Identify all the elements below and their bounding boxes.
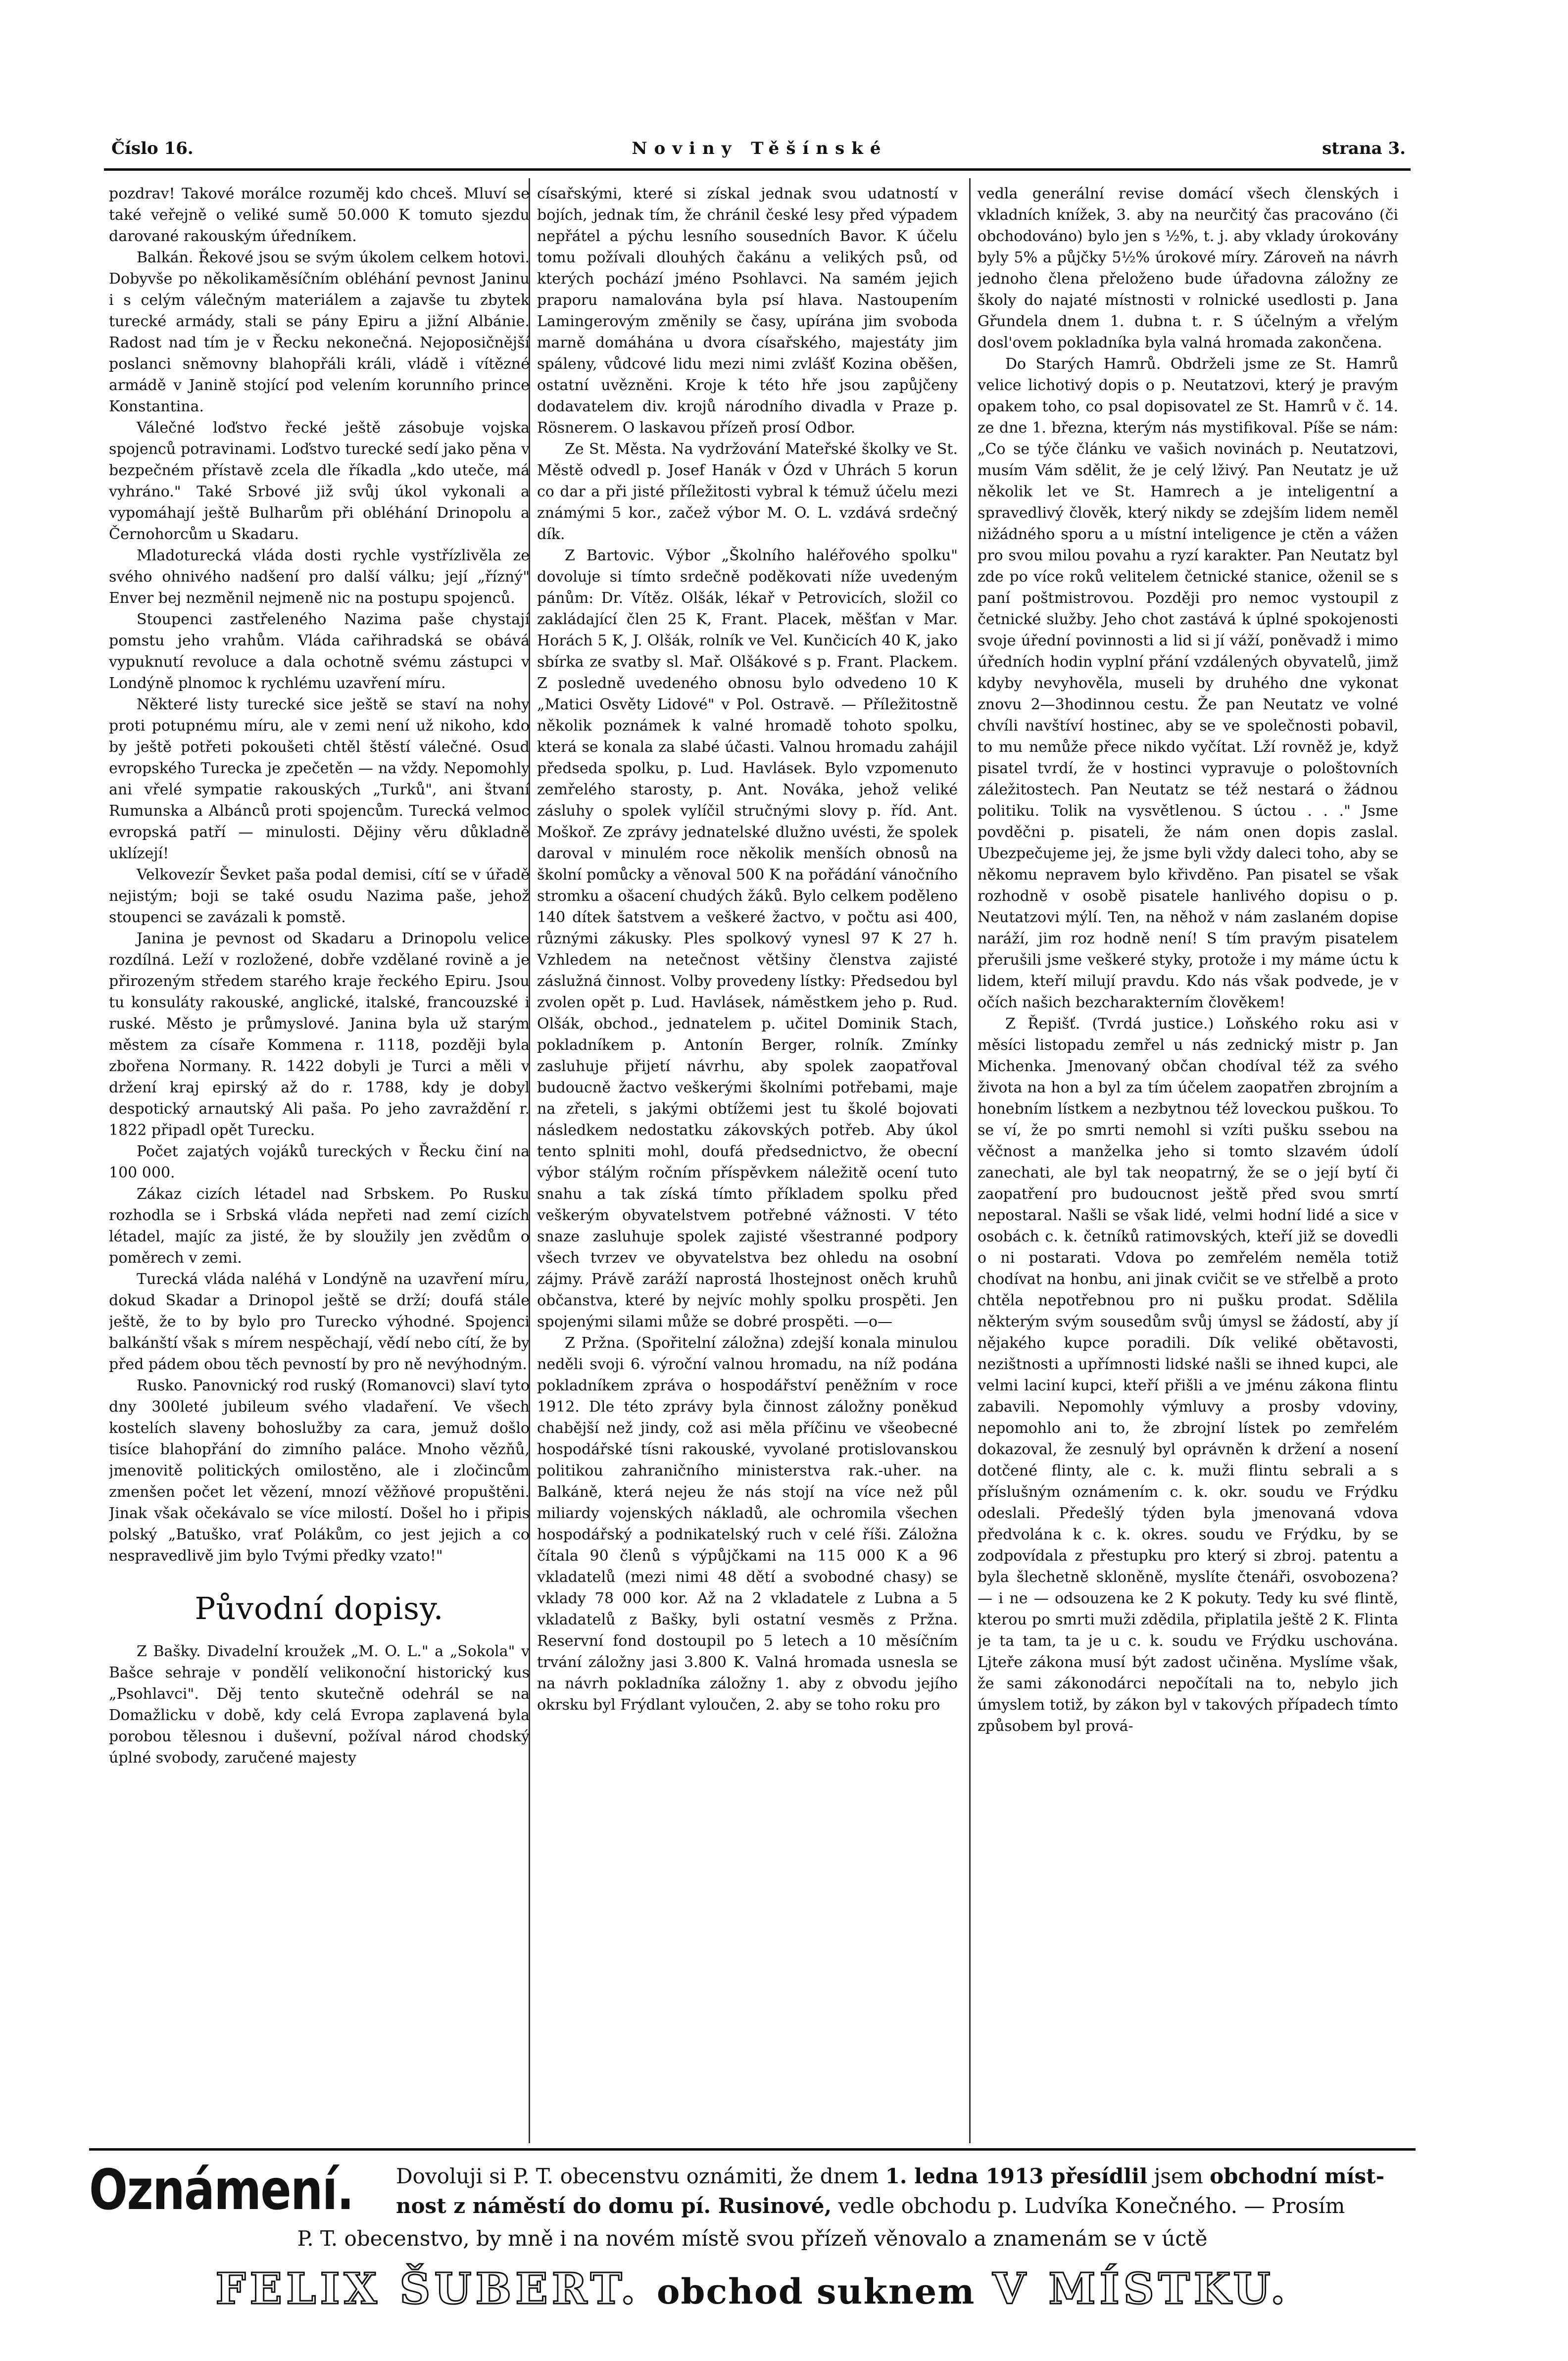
- paragraph: Počet zajatých vojáků tureckých v Řecku činí na 100 000.: [109, 1143, 530, 1181]
- paragraph: Stoupenci zastřeleného Nazima paše chystají pomstu jeho vrahům. Vláda cařihradská se obává vypuknutí revoluce a dala ochotně svému zástupci v Londýně plnomoc k rychlému uzavření míru.: [109, 611, 530, 692]
- ad-signature-shop: obchod suknem: [656, 2271, 976, 2312]
- page-header: [111, 134, 1406, 163]
- ad-signature: [89, 2260, 1416, 2321]
- column-3: [978, 183, 1398, 2143]
- ad-text-1b: nost z náměstí do domu pí. Rusinové, vedle obchodu p. Ludvíka Konečného. — Prosím: [396, 2194, 1345, 2218]
- column-2: [537, 183, 958, 2143]
- newspaper-title: Noviny Těšínské: [632, 139, 888, 158]
- section-title: Původní dopisy.: [195, 1590, 444, 1626]
- column-divider: [969, 178, 971, 2143]
- paragraph: císařskými, které si získal jednak svou udatností v bojích, jednak tím, že chránil české lesy před výpadem nepřátel a pýchu lesního sousedních Bavor. K účelu tomu požívali dlouhých čakánu a velikých psů, od kterých pochází jméno Psohlavci. Na samém jejich praporu namalována byla psí hlava. Nastoupením Lamingerovým změnily se časy, upírána jim svoboda marně domáhána u dvora císařského, majestáty jim spáleny, vůdcové lidu mezi nimi zvlášť Kozina oběšen, ostatní uvězněni. Kroje k této hře jsou zapůjčeny dodavatelem div. krojů národního divadla v Praze p. Rösnerem. O laskavou přízeň prosí Odbor.: [537, 185, 958, 437]
- paragraph: Mladoturecká vláda dosti rychle vystřízlivěla ze svého ohnivého nadšení pro další válku; její „řízný" Enver bej nezměnil nejmeně nic na postupu spojenců.: [109, 547, 530, 607]
- paragraph-ze-st-mesta: Ze St. Města. Na vydržování Mateřské školky ve St. Městě odvedl p. Josef Hanák v Ózd v Uhrách 5 korun co dar a při jisté příležitosti vybral k témuž účelu mezi známými 5 kor., začež výbor M. O. L. vzdává srdečný dík.: [537, 441, 958, 543]
- issue-number: Číslo 16.: [111, 139, 194, 158]
- paragraph: pozdrav! Takové morálce rozuměj kdo chceš. Mluví se také veřejně o veliké sumě 50.000 K tomuto sjezdu darované rakouským úředníkem.: [109, 185, 530, 245]
- ad-signature-town: V MÍSTKU.: [992, 2264, 1289, 2314]
- paragraph-z-basky: Z Bašky. Divadelní kroužek „M. O. L." a „Sokola" v Bašce sehraje v pondělí velikonoční historický kus „Psohlavci". Děj tento skutečně odehrál se na Domažlicku v době, kdy celá Evropa zaplavená byla porobou tělesnou i duševní, požíval národ chodský úplné svobody, zaručené majesty: [109, 1643, 530, 1767]
- ad-line-1: [89, 2156, 1416, 2225]
- column-1: [109, 183, 530, 2143]
- paragraph: Některé listy turecké sice ještě se staví na nohy proti potupnému míru, ale v zemi není už nikoho, kdo by ještě potřeti pokoušeti chtěl štěstí válečné. Osud evropského Turecka je zpečetěn — na vždy. Nepomohly ani vřelé sympatie rakouských „Turků", ani štvaní Rumunska a Albánců proti spojencům. Turecká velmoc evropská patří — minulosti. Dějiny věru důkladně uklízejí!: [109, 696, 530, 862]
- advertisement: [89, 2148, 1416, 2339]
- paragraph-z-przna: Z Pržna. (Spořitelní záložna) zdejší konala minulou neděli svoji 6. výroční valnou hromadu, na níž podána pokladníkem zpráva o hospodářství peněžním v roce 1912. Dle této zprávy byla činnost záložny poněkud chabější než jindy, což asi měla příčinu ve všeobecné hospodářské tísni rakouské, vyvolané protislovanskou politikou zahraničního ministerstva rak.-uher. na Balkáně, která nejeu že nás stojí na více než půl miliardy vojenských nákladů, ale ochromila všechen hospodářský a podnikatelský ruch v celé říši. Záložna čítala 90 členů s výpůjčkami na 115 000 K a 96 vkladatelů (mezi nimi 48 dětí a svobodné chasy) se vklady 78 000 kor. Až na 2 vkladatele z Lubna a 5 vkladatelů z Bašky, byli ostatní vesměs z Pržna. Reservní fond dostoupil po 5 letech a 10 měsíčním trvání záložny jasi 3.800 K. Valná hromada usnesla se na návrh pokladníka záložny 1. aby z obvodu jejího okrsku byl Frýdlant vyloučen, 2. aby se toho roku pro: [537, 1334, 958, 1714]
- paragraph: Zákaz cizích létadel nad Srbskem. Po Rusku rozhodla se i Srbská vláda nepřeti nad zemí cizích létadel, majíc za jisté, že by sloužily jen zvědům o poměrech v zemi.: [109, 1185, 530, 1267]
- paragraph-balkan: Balkán. Řekové jsou se svým úkolem celkem hotovi. Dobyvše po několikaměsíčním obléhání pevnost Janinu i s celým válečným materiálem a zajavše tu zbytek turecké armády, stali se pány Epiru a jižní Albánie. Radost nad tím je v Řecku nekonečná. Nejoposičnější poslanci sněmovny blahopřáli králi, vládě i vítězné armádě v Janině stojící pod velením korunního prince Konstantina.: [109, 249, 530, 415]
- paragraph: Válečné loďstvo řecké ještě zásobuje vojska spojenců potravinami. Loďstvo turecké sedí jako pěna v bezpečném přístavě zcela dle říkadla „kdo uteče, má vyhráno." Také Srbové již svůj úkol vykonali a vypomáhají ještě Bulharům při obléhání Drinopolu a Černohorcům u Skadaru.: [109, 419, 530, 543]
- paragraph: Janina je pevnost od Skadaru a Drinopolu velice rozdílná. Leží v rozložené, dobře vzdělané rovině a je přirozeným středem starého kraje řeckého Epiru. Jsou tu konsuláty rakouské, anglické, italské, francouzské i ruské. Město je průmyslové. Janina byla už starým městem za císaře Kommena r. 1118, později byla zbořena Normany. R. 1422 dobyli je Turci a měli v držení kraj epirský až do r. 1788, kdy je dobyl despotický arnautský Ali paša. Po jeho zavraždění r. 1822 připadl opět Turecku.: [109, 930, 530, 1139]
- paragraph-do-starych-hamru: Do Starých Hamrů. Obdrželi jsme ze St. Hamrů velice lichotivý dopis o p. Neutatzovi, který je pravým opakem toho, co psal dopisovatel ze St. Hamrů v č. 14. ze dne 1. března, kterým nás mystifikoval. Píše se nám: „Co se týče článku ve vašich novinách p. Neutatzovi, musím Vám sdělit, že je celý lživý. Pan Neutatz je už několik let ve St. Hamrech a je inteligentní a spravedlivý člověk, který nikdy se zdejším lidem neměl nižádného sporu a u místní inteligence je ctěn a vážen pro svou milou povahu a ryzí karakter. Pan Neutatz byl zde po více roků velitelem četnické stanice, oženil se s paní poštmistrovou. Později pro nemoc vystoupil z četnické služby. Jeho chot zastává k úplné spokojenosti svoje úřední povinnosti a lid si jí váží, poněvadž i mimo úředních hodin vyplní přání vzdálených obyvatelů, jimž kdyby nevyhověla, museli by druhého dne vykonat znovu 2—3hodinnou cestu. Že pan Neutatz ve volné chvíli navštíví hostinec, aby se ve společnosti pobavil, to mu nemůže přece nikdo vyčítat. Lží rovněž je, když pisatel tvrdí, že v hostinci vypravuje o pološtovních záležitostech. Pan Neutatz se též nestará o žádnou politiku. Tolik na vysvětlenou. S úctou . . ." Jsme povděčni p. pisateli, že nám onen dopis zaslal. Ubezpečujeme jej, že jsme byli vždy daleci toho, aby se někomu nepravem bylo křivděno. Pan pisatel se však rozhodně v osobě pisatele hanlivého dopisu o p. Neutatzovi mýlí. Ten, na něhož v nám zaslaném dopise naráží, jim roz hodně není! S tím pravým pisatelem přerušili jsme veškeré styky, protože i my máme úctu k lidem, kteří milují pravdu. Kdo nás však podvede, je v očích našich bezcharakterním člověkem!: [978, 355, 1398, 1011]
- ad-signature-name: FELIX ŠUBERT.: [215, 2264, 639, 2314]
- ad-text-1: Dovoluji si P. T. obecenstvu oznámiti, že dnem 1. ledna 1913 přesídlil jsem obchodní míst-: [396, 2164, 1384, 2188]
- page-number: strana 3.: [1322, 139, 1406, 158]
- header-rule: [104, 168, 1411, 171]
- ad-headline: Oznámení.: [89, 2158, 353, 2222]
- ad-text-2: P. T. obecenstvo, by mně i na novém místě svou přízeň věnovalo a znamenám se v úctě: [297, 2226, 1208, 2251]
- paragraph-z-bartovic: Z Bartovic. Výbor „Školního haléřového spolku" dovoluje si tímto srdečně poděkovati níže uvedeným pánům: Dr. Vítěz. Olšák, lékař v Petrovicích, složil co zakládající člen 25 K, Frant. Placek, měšťan v Mar. Horách 5 K, J. Olšák, rolník ve Vel. Kunčicích 40 K, jako sbírka ze svatby sl. Mař. Olšákové s p. Frant. Plackem. Z posledně uvedeného obnosu bylo odvedeno 10 K „Matici Osvěty Lidové" v Pol. Ostravě. — Příležitostně několik poznámek k valné hromadě tohoto spolku, která se konala za slabé účasti. Valnou hromadu zahájil předseda spolku, p. Lud. Havlásek. Bylo vzpomenuto zemřelého starosty, p. Ant. Nováka, jehož veliké zásluhy o spolek vylíčil stručnými slovy p. říd. Ant. Moškoř. Ze zprávy jednatelské dlužno uvésti, že spolek daroval v minulém roce několik menších obnosů na školní pomůcky a věnoval 500 K na pořádání vánočního stromku a ošacení chudých žáků. Bylo celkem poděleno 140 dítek šatstvem a veškeré žactvo, v počtu asi 400, různými zákusky. Ples spolkový vynesl 97 K 27 h. Vzhledem na netečnost většiny členstva zajisté záslužná činnost. Volby provedeny lístky: Předsedou byl zvolen opět p. Lud. Havlásek, náměstkem jeho p. Rud. Olšák, obchod., jednatelem p. učitel Dominik Stach, pokladníkem p. Antonín Berger, rolník. Zmínky zasluhuje přijetí návrhu, aby spolek zaopatřoval budoucně žactvo veškerými školními potřebami, maje na zřeteli, s jakými obtížemi jest tu školé bojovati následkem nedostatku zákovských potřeb. Aby úkol tento splniti mohl, doufá předsednictvo, že obecní výbor stálým ročním příspěvkem náležitě ocení tuto snahu a tak získá tímto příkladem spolku před veškerým obyvatelstvem potřebné vážnosti. V této snaze zasluhuje spolek zajisté všestranné podpory všech tvrzev ve obyvatelstva bez ohledu na osobní zájmy. Právě zaráží naprostá lhostejnost oněch kruhů občanstva, které by nejvíc mohly spolku prospěti. Jen spojenými silami může se dobré prospěti. —o—: [537, 547, 958, 1330]
- paragraph-rusko: Rusko. Panovnický rod ruský (Romanovci) slaví tyto dny 300leté jubileum svého vladaření. Ve všech kostelích slaveny bohoslužby za cara, jemuž došlo tisíce blahopřání do zimního paláce. Mnoho vězňů, jmenovitě politických omilostěno, ale i zločincům zmenšen počet let vězení, mnozí věžňové propuštěni. Jinak však očekávalo se více milostí. Došel ho i připis polský „Batuško, vrať Polákům, co jest jejich a co nespravedlivě jim bylo Tvými předky vzato!": [109, 1377, 530, 1565]
- paragraph: vedla generální revise domácí všech členských i vkladních knížek, 3. aby na neurčitý čas pracováno (či obchodováno) bylo jen s ½%, t. j. aby vklady úrokovány byly 5% a půjčky 5½% úrokové míry. Zároveň na návrh jednoho člena přeloženo bude úřadovna záložny ze školy do najaté místnosti v rolnické usedlosti p. Jana Gřundela dnem 1. dubna t. r. S účelným a vřelým dosl'ovem pokladníka byla valná hromada zakončena.: [978, 185, 1398, 351]
- paragraph: Turecká vláda naléhá v Londýně na uzavření míru, dokud Skadar a Drinopol ještě se drží; doufá stále ještě, že to by bylo pro Turecko výhodné. Spojenci balkánští však s mírem nespěchají, vědí nebo cítí, že by před pádem obou těch pevností by pro ně nevýhodným.: [109, 1271, 530, 1373]
- paragraph: Velkovezír Ševket paša podal demisi, cítí se v úřadě nejistým; boji se také osudu Nazima paše, jehož stoupenci se zavázali k pomstě.: [109, 866, 530, 926]
- paragraph-z-repist: Z Řepišť. (Tvrdá justice.) Loňského roku asi v měsíci listopadu zemřel u nás zednický mistr p. Jan Michenka. Jmenovaný občan chodíval též za svého života na hon a byl za tím účelem zaopatřen zbrojním a honebním lístkem a nezbytnou též loveckou puškou. To se ví, že po smrti nemohl si vzíti pušku ssebou na věčnost a manželka jeho si tomto slzavém údolí zanechati, ale byl tak neopatrný, že se o její bytí či zaopatření pro budoucnost ještě před svou smrtí nepostaral. Našli se však lidé, velmi hodní lidé a sice v osobách c. k. četníků ratimovských, kteří již se dovedli o ni postarati. Vdova po zemřelém neměla totiž chodívat na honbu, ani jinak cvičit se ve střelbě a proto chtěla nepotřebnou pro ni pušku prodat. Sdělila některým svým sousedům svůj úmysl se žádostí, aby jí nějakého kupce poradili. Dík veliké obětavosti, nezištnosti a upřímnosti lidské našli se ihned kupci, ale velmi laciní kupci, kteří přišli a ve jménu zákona flintu zabavili. Nepomohly výmluvy a prosby vdoviny, nepomohlo ani to, že zbrojní lístek po zemřelém dokazoval, že zesnulý byl oprávněn k držení a nosení dotčené flinty, ale c. k. muži flintu sebrali a s příslušným oznámením c. k. okr. soudu ve Frýdku odeslali. Předešlý týden byla jmenovaná vdova předvolána k c. k. okres. soudu ve Frýdku, by se zodpovídala z přestupku pro který si zbroj. patentu a byla šlechetně skloněně, myslíte čtenáři, osvobozena? — i ne — odsouzena ke 2 K pokuty. Tedy ku své flintě, kterou po smrti muži zdědila, připlatila ještě 2 K. Flinta je ta tam, ta je u c. k. soudu ve Frýdku uschována. Ljteře zákona musí být zadost učiněna. Myslíme však, že sami zákonodárci nepočítali na to, nebylo jich úmyslem totiž, by zákon byl v takových případech tímto způsobem byl prová-: [978, 1015, 1398, 1735]
